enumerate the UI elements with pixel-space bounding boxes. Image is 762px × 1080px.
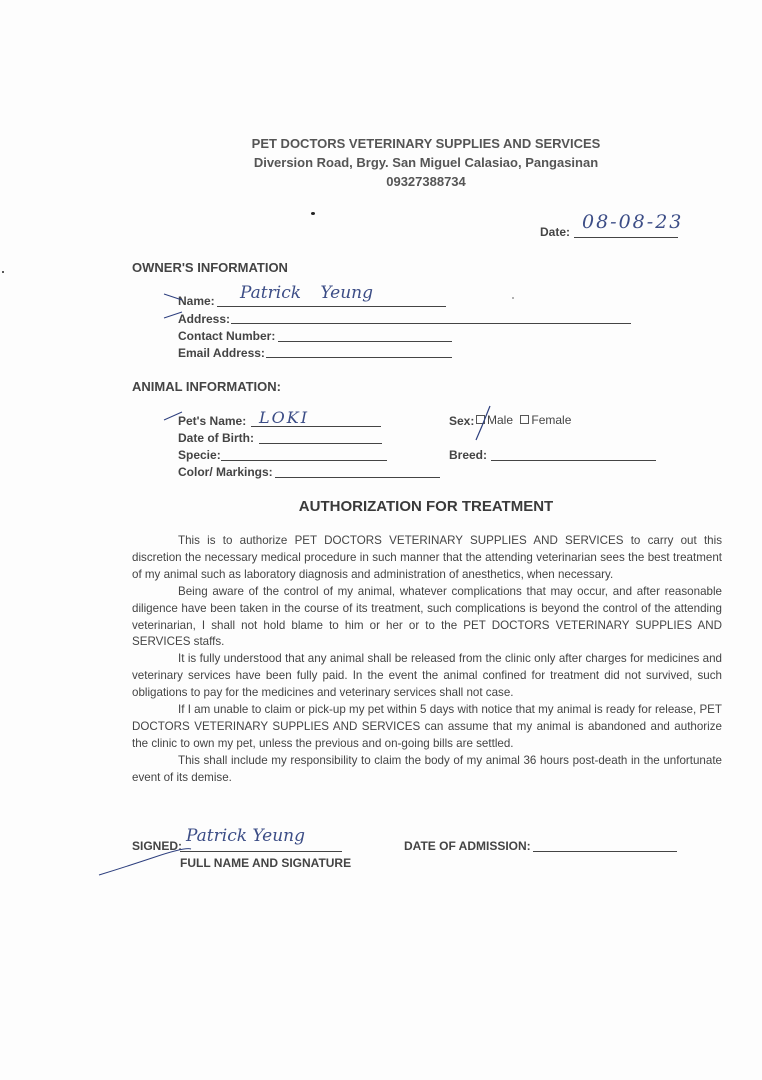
date-label: Date: (540, 225, 571, 239)
dob-line[interactable] (259, 443, 382, 444)
contact-label: Contact Number: (178, 329, 276, 343)
email-line[interactable] (266, 357, 452, 358)
pet-name-value[interactable]: LOKI (259, 408, 310, 427)
authorization-paragraph: It is fully understood that any animal shall be released from the clinic only after charges for medicines and veterinary services have been fully paid. In the event the animal confined for treatment did not survived, such obligations to pay for the medicines and veterinary services shall not case. (132, 652, 722, 700)
signature-value[interactable]: Patrick Yeung (186, 826, 306, 846)
name-label: Name: (178, 294, 215, 308)
color-line[interactable] (275, 477, 440, 478)
company-address: Diversion Road, Brgy. San Miguel Calasiao, Pangasinan (253, 155, 599, 170)
date-line (574, 237, 678, 238)
name-line (217, 306, 446, 307)
address-line[interactable] (231, 323, 631, 324)
scan-speck (311, 212, 315, 215)
signature-flourish (95, 845, 195, 880)
authorization-paragraph: This shall include my responsibility to claim the body of my animal 36 hours post-death in the unfortunate event of its demise. (132, 753, 722, 784)
sex-female-label: Female (531, 413, 572, 427)
admission-line[interactable] (533, 851, 677, 852)
date-value[interactable]: 08-08-23 (582, 211, 684, 233)
company-phone: 09327388734 (386, 174, 466, 189)
animal-section-title: ANIMAL INFORMATION: (132, 379, 281, 394)
specie-line[interactable] (221, 460, 387, 461)
specie-label: Specie: (178, 448, 221, 462)
authorization-paragraph: This is to authorize PET DOCTORS VETERINARY SUPPLIES AND SERVICES to carry out this discretion the necessary medical procedure in such manner that the attending veterinarian sees the best treatment of my animal such as laboratory diagnosis and administration of anesthetics, when necessary. (132, 534, 722, 581)
sex-female-checkbox[interactable] (520, 415, 529, 424)
contact-line[interactable] (278, 341, 452, 342)
scan-speck (2, 271, 4, 273)
authorization-body (132, 533, 722, 787)
authorization-paragraph: If I am unable to claim or pick-up my pet within 5 days with notice that my animal is ready for release, PET DOCTORS VETERINARY SUPPLIES AND SERVICES can assume that my animal is abandoned and authorize the clinic to own my pet, unless the previous and on-going bills are settled. (132, 703, 722, 750)
address-label: Address: (178, 312, 231, 326)
breed-line[interactable] (491, 460, 656, 461)
email-label: Email Address: (178, 346, 265, 360)
signed-label: SIGNED: (132, 839, 183, 853)
color-label: Color/ Markings: (178, 465, 273, 479)
company-name: PET DOCTORS VETERINARY SUPPLIES AND SERVICES (251, 136, 601, 151)
admission-label: DATE OF ADMISSION: (404, 839, 531, 853)
breed-label: Breed: (449, 448, 488, 462)
owner-section-title: OWNER'S INFORMATION (132, 260, 288, 275)
dob-label: Date of Birth: (178, 431, 254, 445)
scan-speck (512, 297, 514, 299)
owner-name-value[interactable]: Patrick Yeung (240, 283, 374, 303)
sex-label: Sex: (449, 414, 475, 428)
pet-name-label: Pet's Name: (178, 414, 247, 428)
authorization-title: AUTHORIZATION FOR TREATMENT (298, 498, 554, 515)
signature-caption: FULL NAME AND SIGNATURE (180, 856, 352, 870)
field-tick-marks (160, 288, 190, 428)
sex-male-check-mark (470, 404, 494, 444)
letterhead (0, 134, 762, 191)
signature-line (180, 851, 342, 852)
authorization-paragraph: Being aware of the control of my animal, whatever complications that may occur, and after reasonable diligence have been taken in the course of its treatment, such complications is beyond the control of the attending veterinarian, I shall not hold blame to him or her or to the PET DOCTORS VETERINARY SUPPLIES AND SERVICES staffs. (132, 584, 722, 649)
sex-male-label: Male (487, 413, 514, 427)
